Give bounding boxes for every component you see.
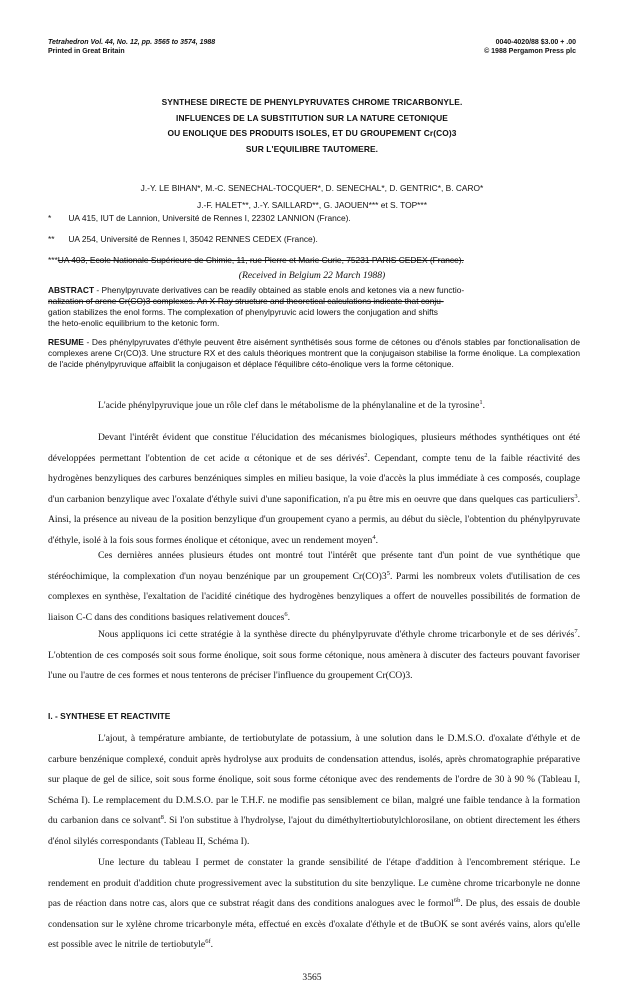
page-number: 3565 — [302, 972, 322, 983]
paragraph-text: L'ajout, à température ambiante, de tertiobutylate de potassium, à une solution dans le D.M.S.O. d'oxalate d'éthyle et de carbure benzénique complexé, conduit après hydrolyse aux produits de condensation attendus, isolés, après chromatographie préparative sur plaque de gel de silice, soit sous forme énolique, soit sous forme cétonique avec des rendements de l'ordre de 30 à 90 % (Tableau I, Schéma I). Le remplacement du D.M.S.O. par le T.H.F. ne modifie pas sensiblement ce bilan, malgré une faible tendance à la formation du carbanion dans ce solvant — [48, 733, 580, 826]
copyright-line: © 1988 Pergamon Press plc — [484, 48, 576, 55]
paragraph-text: . De plus, des essais de double condensation sur le xylène chrome tricarbonyle méta, effectué en excès d'oxalate d'éthyle et de tBuOK se sont avérés vains, alors qu'elle est possible avec le nitrile de tertiobutyle — [48, 898, 580, 950]
citation-line: Tetrahedron Vol. 44, No. 12, pp. 3565 to 3574, 1988 — [48, 39, 216, 46]
paragraph-text: . Parmi les nombreux volets d'utilisation de ces complexes en synthèse, l'exaltation de l'acidité cinétique des hydrogènes benzyliques a offert de nouvelles possibilités de formation de liaison C-C dans des conditions basiques relativement douces — [48, 570, 580, 623]
body-paragraph: Devant l'intérêt évident que constitue l'élucidation des mécanismes biologiques, plusieurs méthodes synthétiques ont été développées permettant l'obtention de cet acide α cétonique et de ses dérivés$^2$. Cependant, compte tenu de la faible réactivité des hydrogènes benzyliques des carbures benzéniques simples en milieu basique, la voie d'accès la plus immédiate à ces composés, couplage d'un carbanion benzylique avec l'oxalate d'éthyle suivi d'une saponification, n'a pu être mis en oeuvre que dans quelques cas particuliers$^3$. Ainsi, la présence au niveau de la position benzylique d'un groupement cyano a permis, au début du siècle, l'obtention du phénylpyruvate d'éthyle, isolé à la fois sous formes énolique et cétonique, avec un rendement moyen$^4$. — [48, 432, 581, 546]
paper-title — [0, 95, 624, 157]
received-date: (Received in Belgium 22 March 1988) — [238, 270, 386, 281]
reference-mark: 4 — [372, 533, 376, 541]
body-paragraph: Une lecture du tableau I permet de constater la grande sensibilité de l'étape d'addition à l'encombrement stérique. Le rendement en produit d'addition chute progressivement avec la substitution du site benzylique. Le cumène chrome tricarbonyle ne donne pas de réaction dans notre cas, alors que ce substrat réagit dans des conditions analogues avec le formol$^{6b}$. De plus, des essais de double condensation sur le xylène chrome tricarbonyle méta, effectué en excès d'oxalate d'éthyle et de tBuOK se sont avérés vains, alors qu'elle est possible avec le nitrile de tertiobutyle$^{6f}$. — [48, 857, 580, 950]
paragraph-text: . L'obtention de ces composés soit sous forme énolique, soit sous forme cétonique, nous amènera à discuter des facteurs pouvant favoriser l'une ou l'autre de ces formes et nous tenterons de préciser l'influence du groupement Cr(CO)3. — [48, 629, 580, 681]
reference-mark: 1 — [479, 398, 483, 406]
reference-mark: 2 — [364, 451, 368, 459]
affiliation — [48, 213, 351, 224]
abstract-line: - Phenylpyruvate derivatives can be readily obtained as stable enols and ketones via a new functio- — [94, 285, 465, 295]
journal-code — [484, 38, 576, 56]
affiliation-text: UA 254, Université de Rennes I, 35042 RENNES CEDEX (France). — [68, 234, 318, 244]
author-list — [0, 180, 624, 214]
paragraph-text: Une lecture du tableau I permet de constater la grande sensibilité de l'étape d'addition à l'encombrement stérique. Le rendement en produit d'addition chute progressivement avec la substitution du site benzylique. Le cumène chrome tricarbonyle ne donne pas de réaction dans notre cas, alors que ce substrat réagit dans des conditions analogues avec le formol — [48, 857, 580, 909]
reference-mark: 6 — [284, 610, 288, 618]
reference-mark: 7 — [574, 627, 578, 635]
abstract-english — [48, 285, 580, 329]
journal-citation — [48, 38, 215, 56]
paragraph-text: Devant l'intérêt évident que constitue l'élucidation des mécanismes biologiques, plusieurs méthodes synthétiques ont été développées permettant l'obtention de cet acide α cétonique et de ses dérivés — [48, 432, 580, 464]
body-paragraph — [48, 625, 580, 687]
section-heading: I. - SYNTHESE ET REACTIVITE — [48, 711, 171, 721]
paragraph-text: Nous appliquons ici cette stratégie à la synthèse directe du phénylpyruvate d'éthyle chrome tricarbonyle et de ses dérivés — [98, 629, 575, 640]
affiliation-mark: * — [48, 213, 52, 223]
abstract-line: gation stabilizes the enol forms. The complexation of phenylpyruvic acid lowers the conjugation and shifts — [48, 307, 438, 317]
affiliation — [48, 234, 318, 245]
issn-price: 0040-4020/88 $3.00 + .00 — [495, 39, 576, 46]
resume-text: - Des phénylpyruvates d'éthyle peuvent être aisément synthétisés sous forme de cétones ou d'énols stables par fonctionalisation de complexes arene Cr(CO)3. Une structure RX et des caluls théoriques montrent que la conjugaison stabilise la forme énolique. La complexation de l'acide phénylpyruvique affaiblit la conjugaison et déplace l'équilibre céto-énolique vers la forme cétonique. — [48, 337, 580, 369]
title-line: SYNTHESE DIRECTE DE PHENYLPYRUVATES CHROME TRICARBONYLE. — [161, 97, 463, 107]
reference-mark: 6b — [453, 896, 461, 904]
resume-label: RESUME — [48, 337, 84, 347]
abstract-line: the heto-enolic equilibrium to the ketonic form. — [48, 318, 220, 328]
authors-line: J.-Y. LE BIHAN*, M.-C. SENECHAL-TOCQUER*, D. SENECHAL*, D. GENTRIC*, B. CARO* — [140, 183, 484, 193]
paragraph-text: . Si l'on substitue à l'hydrolyse, l'ajout du diméthyltertiobutylchlorosilane, on obtient directement les éthers d'énol silylés correspondants (Tableau II, Schéma I). — [48, 815, 581, 847]
body-paragraph: Ces dernières années plusieurs études ont montré tout l'intérêt que présente tant d'un point de vue synthétique que stéréochimique, la complexation d'un noyau benzénique par un groupement $Cr(CO)3^5$. Parmi les nombreux volets d'utilisation de ces complexes en synthèse, l'exaltation de l'acidité cinétique des hydrogènes benzyliques a offert de nouvelles possibilités de formation de liaison C-C dans des conditions basiques relativement douces$^6$. — [48, 550, 580, 623]
affiliation-text: UA 415, IUT de Lannion, Université de Rennes I, 22302 LANNION (France). — [68, 213, 351, 223]
body-paragraph: L'acide phénylpyruvique joue un rôle clef dans le métabolisme de la phénylanaline et de la tyrosine$^1$. — [98, 398, 486, 411]
abstract-line: nalization of arene Cr(CO)3 complexes. An X-Ray structure and theoretical calculations indicate that conju- — [48, 296, 444, 306]
printed-in-line: Printed in Great Britain — [48, 48, 125, 55]
reference-mark: 3 — [574, 492, 578, 500]
affiliation-mark: *** — [48, 255, 58, 265]
reference-mark: 5 — [386, 569, 390, 577]
affiliation-text: UA 403, Ecole Nationale Supérieure de Chimie, 11, rue Pierre et Marie Curie, 75231 PARIS CEDEX (France). — [57, 255, 464, 265]
title-line: SUR L'EQUILIBRE TAUTOMERE. — [245, 143, 379, 154]
affiliation-mark: ** — [48, 234, 55, 244]
paragraph-text: . Ainsi, la présence au niveau de la position benzylique d'un groupement cyano a permis, au début du siècle, l'obtention du phénylpyruvate d'éthyle, isolé à la fois sous formes énolique et cétonique, avec un rendement moyen — [48, 493, 580, 546]
reference-mark: 8 — [160, 813, 164, 821]
body-paragraph — [48, 729, 580, 852]
title-line: INFLUENCES DE LA SUBSTITUTION SUR LA NATURE CETONIQUE — [176, 112, 448, 123]
affiliation — [48, 255, 464, 266]
reference-mark: 6f — [205, 937, 211, 945]
paragraph-text: Ces dernières années plusieurs études ont montré tout l'intérêt que présente tant d'un point de vue synthétique que stéréochimique, la complexation d'un noyau benzénique par un groupement Cr(CO)3 — [48, 550, 580, 582]
paragraph-text: L'acide phénylpyruvique joue un rôle clef dans le métabolisme de la phénylanaline et de la tyrosine — [98, 400, 480, 411]
abstract-label: ABSTRACT — [48, 285, 95, 295]
title-line: OU ENOLIQUE DES PRODUITS ISOLES, ET DU GROUPEMENT Cr(CO)3 — [167, 128, 457, 138]
authors-line: J.-F. HALET**, J.-Y. SAILLARD**, G. JAOUEN*** et S. TOP*** — [197, 200, 427, 210]
abstract-french — [48, 337, 580, 370]
paragraph-text: . Cependant, compte tenu de la faible réactivité des hydrogènes benzyliques des carbures benzéniques simples en milieu basique, la voie d'accès la plus immédiate à ces composés, couplage d'un carbanion benzylique avec l'oxalate d'éthyle suivi d'une saponification, n'a pu être mis en oeuvre que dans quelques cas particuliers — [48, 452, 581, 505]
